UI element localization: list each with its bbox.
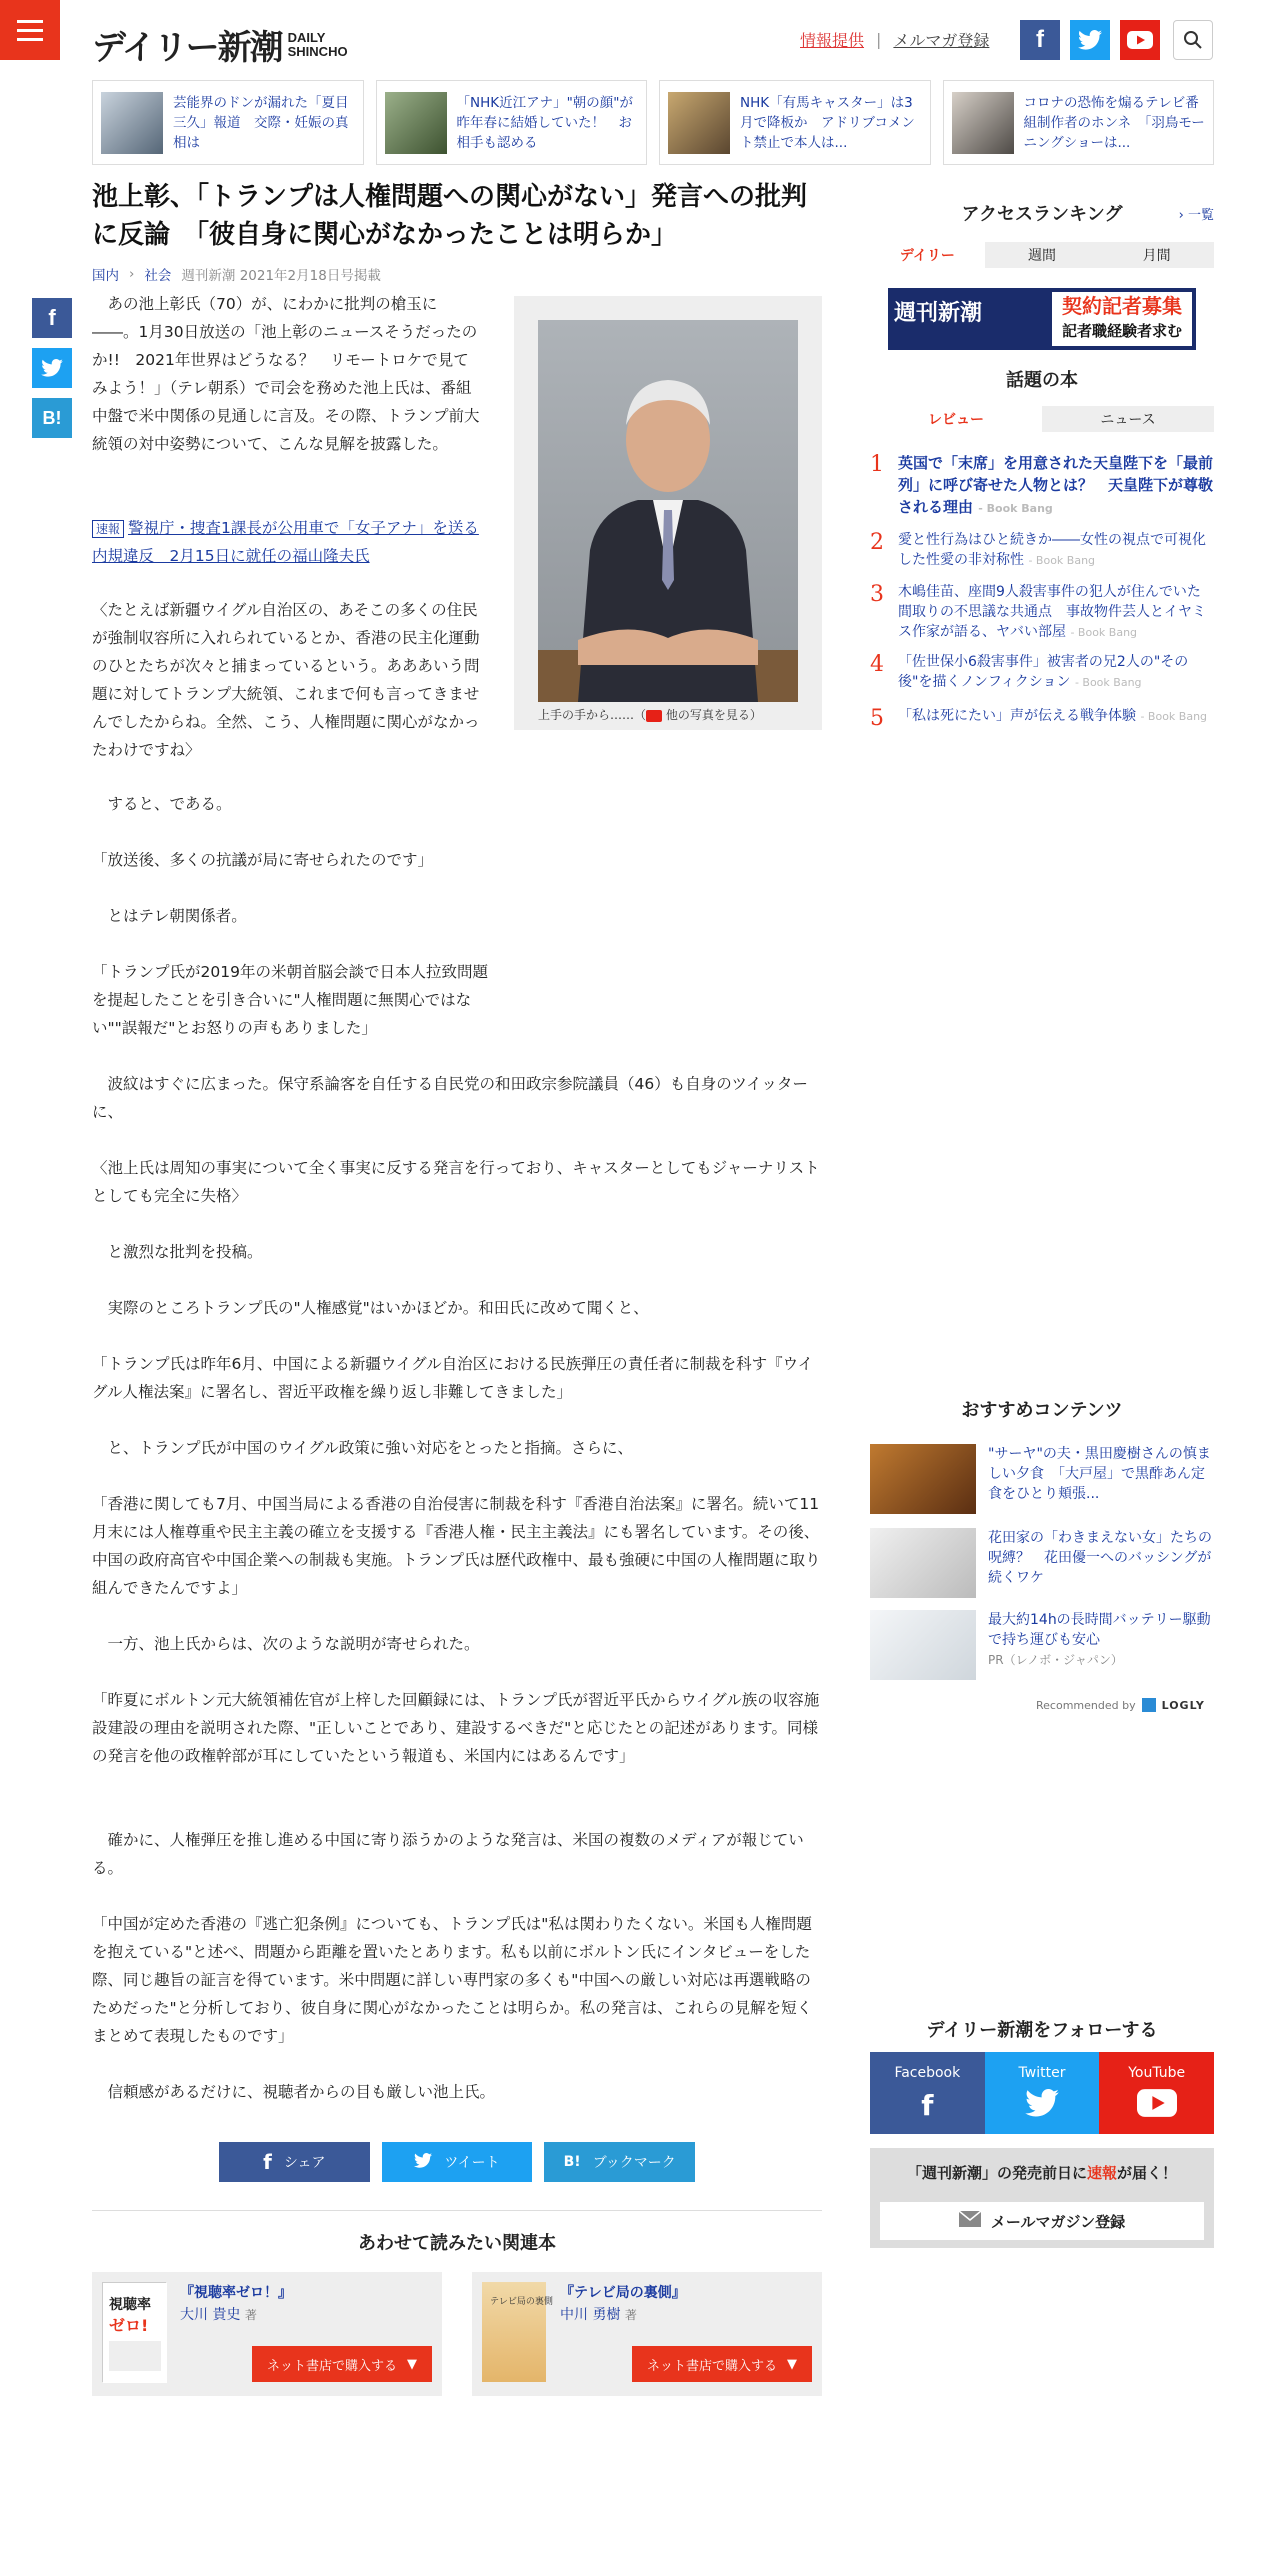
- publish-date: 週刊新潮 2021年2月18日号掲載: [181, 268, 381, 284]
- facebook-icon: f: [921, 2088, 934, 2122]
- top-news-card[interactable]: 芸能界のドンが漏れた「夏目三久」報道 交際・妊娠の真相は: [92, 80, 364, 165]
- book-title[interactable]: 『視聴率ゼロ！』: [180, 2285, 292, 2301]
- mail-magazine-box: [870, 2148, 1214, 2248]
- related-books-heading: あわせて読みたい関連本: [92, 2210, 822, 2255]
- tab-daily[interactable]: デイリー: [870, 242, 985, 268]
- mailmag-link[interactable]: メルマガ登録: [893, 31, 990, 50]
- buy-online-button[interactable]: ネット書店で購入する ▼: [252, 2346, 432, 2382]
- book-title[interactable]: 『テレビ局の裏側』: [560, 2285, 686, 2301]
- svg-text:視聴率: 視聴率: [109, 2297, 151, 2313]
- recommended-heading: おすすめコンテンツ: [961, 1400, 1123, 1421]
- article: [92, 178, 822, 2374]
- news-thumbnail: [952, 92, 1014, 154]
- hamburger-menu-button[interactable]: [0, 0, 60, 60]
- buy-online-button[interactable]: ネット書店で購入する ▼: [632, 2346, 812, 2382]
- paragraph: 「中国が定めた香港の『逃亡犯条例』についても、トランプ氏は"私は関わりたくない。米国も人権問題を抱えている"と述べ、問題から距離を置いたとあります。私も以前にボルトン氏にインタビューをした際、同じ趣旨の証言を得ています。米中問題に詳しい専門家の多くも"中国への厳しい対応は再選戦略のためだった"と分析しており、彼自身に関心がなかったことは明らか。私の発言は、これらの見解を短くまとめて表現したものです」: [92, 1915, 813, 2045]
- follow-facebook[interactable]: Facebook f: [870, 2052, 985, 2134]
- news-thumbnail: [668, 92, 730, 154]
- flash-news-link[interactable]: 速報 警視庁・捜査1課長が公用車で「女子アナ」を送る内規違反 2月15日に就任の福山隆夫氏: [92, 519, 479, 565]
- photo-caption[interactable]: 上手の手から……（ 他の写真を見る）: [538, 708, 762, 722]
- paragraph: 〈たとえば新疆ウイグル自治区の、あそこの多くの住民が強制収容所に入れられているとか、香港の民主化運動のひとたちが次々と捕まっているという。あああいう問題に対してトランプ大統領、これまで何も言ってきませんでしたからね。全然、こう、人権問題に関心がなかったわけですね〉: [92, 601, 480, 759]
- ranking-list-link[interactable]: › 一覧: [1178, 208, 1214, 223]
- paragraph: 信頼感があるだけに、視聴者からの目も厳しい池上氏。: [92, 2083, 496, 2101]
- books-heading: 話題の本: [1006, 370, 1078, 391]
- paragraph: 確かに、人権弾圧を推し進める中国に寄り添うかのような発言は、米国の複数のメディアが報じている。: [92, 1831, 804, 1877]
- tab-weekly[interactable]: 週間: [985, 242, 1100, 268]
- follow-twitter[interactable]: Twitter: [985, 2052, 1100, 2134]
- facebook-icon: f: [263, 2150, 272, 2174]
- news-thumbnail: [385, 92, 447, 154]
- books-section: [870, 366, 1214, 432]
- svg-text:ゼロ!: ゼロ!: [109, 2316, 149, 2335]
- svg-text:テレビ局の裏側: テレビ局の裏側: [490, 2297, 553, 2307]
- camera-icon: [646, 710, 662, 722]
- paragraph: 波紋はすぐに広まった。保守系論客を自任する自民党の和田政宗参院議員（46）も自身のツイッターに、: [92, 1075, 808, 1121]
- paragraph: 「香港に関しても7月、中国当局による香港の自治侵害に制裁を科す『香港自治法案』に署名。続いて11月末には人権尊重や民主主義の確立を支援する『香港人権・民主主義法』にも署名しています。その後、中国の政府高官や中国企業への制裁も実施。トランプ氏は歴代政権中、最も強硬に中国の人権問題に取り組んできたんですよ」: [92, 1495, 821, 1597]
- paragraph: 「昨夏にボルトン元大統領補佐官が上梓した回顧録には、トランプ氏が習近平氏からウイグル族の収容施設建設の理由を説明された際、"正しいことであり、建設するべきだ"と応じたとの記述があります。同様の発言を他の政権幹部が耳にしていたという報道も、米国内にはあるんです」: [92, 1691, 820, 1765]
- top-news-card[interactable]: 「NHK近江アナ」"朝の顔"が昨年春に結婚していた！ お相手も認める: [376, 80, 648, 165]
- paragraph: すると、である。: [92, 795, 232, 813]
- article-photo-box: [514, 296, 822, 730]
- paragraph: と激烈な批判を投稿。: [92, 1243, 263, 1261]
- top-news-card[interactable]: コロナの恐怖を煽るテレビ番組制作者のホンネ 「羽鳥モーニングショーは...: [943, 80, 1215, 165]
- recommended-thumbnail: [870, 1528, 976, 1598]
- logo-en: DAILY SHINCHO: [287, 29, 348, 59]
- tab-news[interactable]: ニュース: [1042, 406, 1214, 432]
- book-cover: [482, 2282, 553, 2382]
- recruit-banner[interactable]: 週刊新潮 契約記者募集 記者職経験者求む: [888, 288, 1196, 350]
- ranking-heading: アクセスランキング: [961, 204, 1123, 225]
- paragraph: 〈池上氏は周知の事実について全く事実に反する発言を行っており、キャスターとしてもジャーナリストとしても完全に失格〉: [92, 1159, 820, 1205]
- recommended-item[interactable]: 花田家の「わきまえない女」たちの呪縛？ 花田優一へのバッシングが続くワケ: [870, 1528, 1214, 1598]
- youtube-icon: [1137, 2089, 1177, 2121]
- paragraph: と、トランプ氏が中国のウイグル政策に強い対応をとったと指摘。さらに、: [92, 1439, 633, 1457]
- ranking-item[interactable]: 3 木嶋佳苗、座間9人殺害事件の犯人が住んでいた間取りの不思議な共通点 事故物件芸人とイヤミス作家が語る、ヤバい部屋 - Book Bang: [870, 582, 1206, 640]
- ranking-item[interactable]: 2 愛と性行為はひと続きか――女性の視点で可視化した性愛の非対称性 - Book Bang: [870, 530, 1206, 568]
- book-author: 中川 勇樹 著: [560, 2307, 637, 2323]
- youtube-icon[interactable]: [1120, 20, 1160, 60]
- mail-icon: [959, 2211, 981, 2231]
- recommended-thumbnail: [870, 1610, 976, 1680]
- twitter-share-icon[interactable]: [32, 348, 72, 388]
- mail-heading: 「週刊新潮」の発売前日に速報が届く！: [906, 2164, 1178, 2182]
- follow-youtube[interactable]: YouTube: [1099, 2052, 1214, 2134]
- article-photo[interactable]: [538, 320, 798, 702]
- access-ranking: [870, 200, 1214, 268]
- site-logo[interactable]: [92, 20, 348, 69]
- top-news-card[interactable]: NHK「有馬キャスター」は3月で降板か アドリブコメント禁止で本人は...: [659, 80, 931, 165]
- recommended-item[interactable]: 最大約14hの長時間バッテリー駆動で持ち運びも安心 PR（レノボ・ジャパン）: [870, 1610, 1214, 1680]
- mail-magazine-button[interactable]: メールマガジン登録: [880, 2202, 1204, 2240]
- category-link[interactable]: 国内: [92, 268, 119, 284]
- paragraph: あの池上彰氏（70）が、にわかに批判の槍玉に――。1月30日放送の「池上彰のニュースそうだったのか!! 2021年世界はどうなる？ リモートロケで見てみよう！」（テレ朝系）で司会を務めた池上氏は、番組中盤で米中関係の見通しに言及。その際、トランプ前大統領の対中姿勢について、こんな見解を披露した。: [92, 295, 480, 453]
- search-icon[interactable]: [1173, 20, 1213, 60]
- facebook-icon[interactable]: f: [1020, 20, 1060, 60]
- paragraph: とはテレ朝関係者。: [92, 907, 247, 925]
- related-book-card[interactable]: [92, 2272, 442, 2396]
- chevron-down-icon: ▼: [787, 2356, 797, 2372]
- logo-jp: デイリー新潮: [92, 28, 282, 68]
- twitter-icon: [1025, 2089, 1059, 2121]
- facebook-share-button[interactable]: f シェア: [219, 2142, 370, 2182]
- chevron-right-icon: ›: [129, 266, 135, 282]
- article-title: 池上彰、「トランプは人権問題への関心がない」発言への批判に反論 「彼自身に関心がなかったことは明らか」: [92, 182, 808, 250]
- follow-heading: デイリー新潮をフォローする: [926, 2020, 1158, 2041]
- recommended-item[interactable]: "サーヤ"の夫・黒田慶樹さんの慎ましい夕食 「大戸屋」で黒酢あん定食をひとり頬張...: [870, 1444, 1214, 1514]
- ranking-item[interactable]: 4 「佐世保小6殺害事件」被害者の兄2人の"その後"を描くノンフィクション - Book Bang: [870, 652, 1189, 690]
- book-author: 大川 貴史 著: [180, 2307, 257, 2323]
- chevron-down-icon: ▼: [407, 2356, 417, 2372]
- logly-icon: [1142, 1698, 1156, 1712]
- paragraph: 「放送後、多くの抗議が局に寄せられたのです」: [92, 851, 434, 869]
- ranking-item[interactable]: 5 「私は死にたい」声が伝える戦争体験 - Book Bang: [870, 706, 1208, 731]
- book-cover: [102, 2282, 166, 2382]
- twitter-icon[interactable]: [1070, 20, 1110, 60]
- subcategory-link[interactable]: 社会: [144, 268, 172, 284]
- recommended-thumbnail: [870, 1444, 976, 1514]
- twitter-icon: [414, 2153, 432, 2172]
- tab-monthly[interactable]: 月間: [1099, 242, 1214, 268]
- news-thumbnail: [101, 92, 163, 154]
- paragraph: 実際のところトランプ氏の"人権感覚"はいかほどか。和田氏に改めて聞くと、: [92, 1299, 649, 1317]
- paragraph: 「トランプ氏は昨年6月、中国による新疆ウイグル自治区における民族弾圧の責任者に制裁を科す『ウイグル人権法案』に署名し、習近平政権を繰り返し非難してきました」: [92, 1355, 814, 1401]
- recommended-by: Recommended by LOGLY: [1036, 1698, 1205, 1712]
- hatena-bookmark-icon[interactable]: B!: [32, 398, 72, 438]
- info-link[interactable]: 情報提供: [800, 31, 865, 50]
- hatena-icon: B!: [563, 2154, 581, 2170]
- flash-badge: 速報: [92, 520, 124, 538]
- hatena-bookmark-button[interactable]: B! ブックマーク: [544, 2142, 695, 2182]
- related-book-card[interactable]: [472, 2272, 822, 2396]
- twitter-share-button[interactable]: ツイート: [382, 2142, 533, 2182]
- paragraph: 一方、池上氏からは、次のような説明が寄せられた。: [92, 1635, 480, 1653]
- facebook-share-icon[interactable]: f: [32, 298, 72, 338]
- chevron-right-icon: ›: [1178, 208, 1184, 223]
- paragraph: 「トランプ氏が2019年の米朝首脳会談で日本人拉致問題を提起したことを引き合いに"人権問題に無関心ではない""誤報だ"とお怒りの声もありました」: [92, 963, 488, 1037]
- tab-review[interactable]: レビュー: [870, 406, 1042, 432]
- ranking-item[interactable]: 1 英国で「末席」を用意された天皇陛下を「最前列」に呼び寄せた人物とは？ 天皇陛下が尊敬される理由 - Book Bang: [870, 452, 1214, 516]
